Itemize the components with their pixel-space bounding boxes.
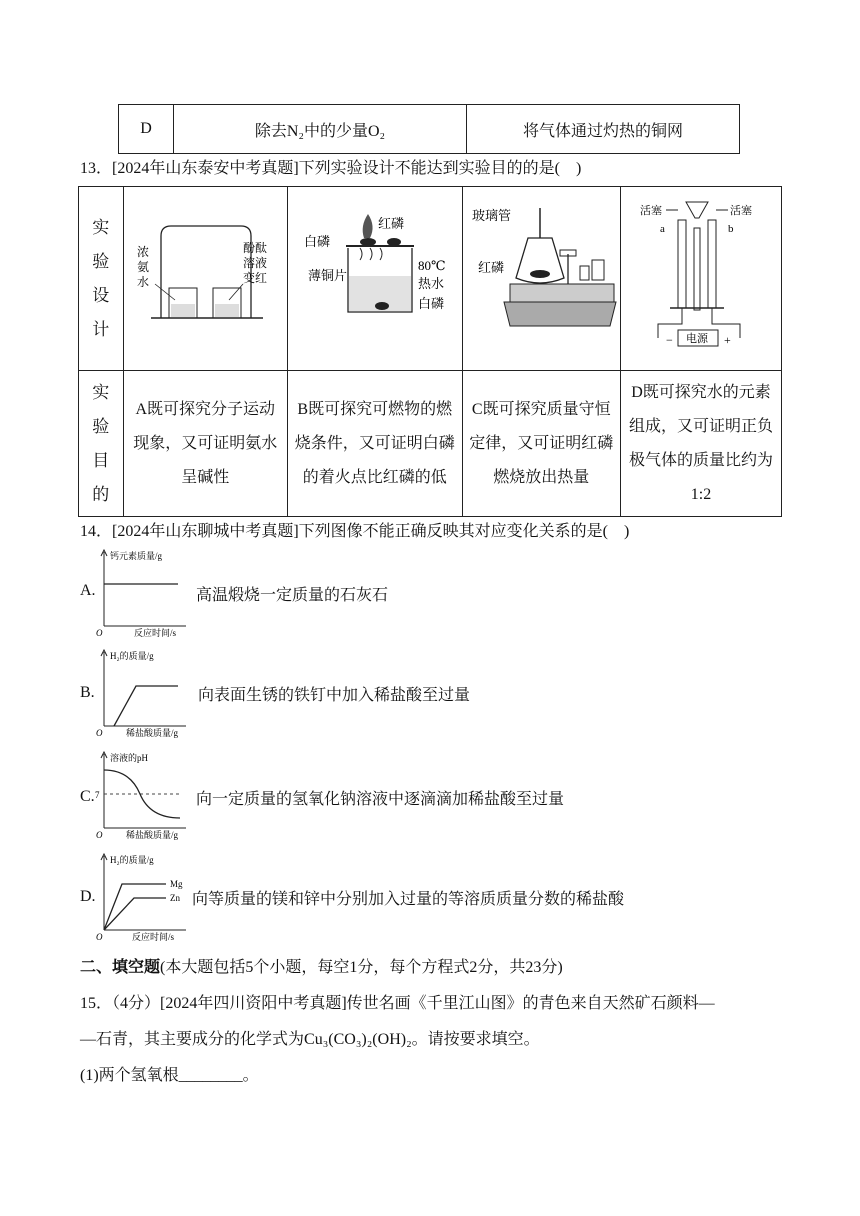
svg-text:+: + [724, 333, 731, 347]
svg-text:红磷: 红磷 [377, 216, 404, 231]
figure-c [462, 187, 621, 371]
svg-text:a: a [660, 223, 665, 235]
graph-a [96, 546, 196, 638]
svg-text:H₂的质量/g: H₂的质量/g [110, 855, 154, 865]
svg-text:水: 水 [137, 275, 150, 289]
section-heading [80, 954, 563, 977]
row-label: D [119, 105, 174, 154]
section-note: (本大题包括5个小题，每空1分，每个方程式2分，共23分) [160, 959, 563, 976]
svg-text:变红: 变红 [243, 271, 268, 285]
svg-text:80℃: 80℃ [417, 258, 446, 273]
svg-text:O: O [96, 728, 103, 738]
svg-text:浓: 浓 [137, 245, 150, 259]
figure-b [288, 187, 462, 371]
option-d-label: D. [80, 888, 96, 905]
svg-text:溶液的pH: 溶液的pH [110, 753, 148, 763]
graph-d [96, 850, 196, 944]
option-a-label: A. [80, 582, 96, 599]
q15-line2: —石青，其主要成分的化学式为Cu₃(CO₃)₂(OH)₂。请按要求填空。 [80, 1031, 540, 1048]
svg-text:稀盐酸质量/g: 稀盐酸质量/g [126, 830, 179, 840]
option-b-text: 向表面生锈的铁钉中加入稀盐酸至过量 [198, 687, 471, 704]
balance-apparatus-figure [464, 188, 618, 364]
electrolysis-apparatus-figure [622, 188, 780, 364]
option-c-label: C. [80, 788, 95, 805]
svg-text:Zn: Zn [170, 893, 180, 903]
svg-text:氨: 氨 [137, 260, 150, 274]
svg-text:稀盐酸质量/g: 稀盐酸质量/g [126, 728, 179, 738]
row-method: 将气体通过灼热的铜网 [467, 105, 740, 154]
svg-text:反应时间/s: 反应时间/s [134, 628, 177, 638]
svg-text:活塞: 活塞 [730, 205, 752, 217]
svg-text:薄铜片: 薄铜片 [307, 268, 347, 283]
table-row [79, 187, 782, 371]
purpose-c: C既可探究质量守恒定律，又可证明红磷燃烧放出热量 [462, 371, 621, 517]
option-c-text: 向一定质量的氢氧化钠溶液中逐滴滴加稀盐酸至过量 [196, 791, 565, 808]
q13-stem: 13．[2024年山东泰安中考真题]下列实验设计不能达到实验目的的是( ) [80, 160, 582, 177]
svg-text:热水: 热水 [417, 276, 444, 291]
table-row [79, 371, 782, 517]
q15-sub1: (1)两个氢氧根________。 [80, 1067, 259, 1084]
svg-text:H₂的质量/g: H₂的质量/g [110, 651, 154, 661]
svg-text:电源: 电源 [686, 333, 708, 345]
svg-text:−: − [666, 333, 673, 347]
graph-c [96, 748, 196, 842]
combustion-apparatus-figure [290, 188, 460, 364]
purpose-d: D既可探究水的元素组成，又可证明正负极气体的质量比约为1:2 [621, 371, 782, 517]
purpose-a: A既可探究分子运动现象，又可证明氨水呈碱性 [123, 371, 287, 517]
svg-text:酚酞: 酚酞 [243, 241, 268, 255]
svg-text:b: b [728, 223, 734, 235]
svg-text:活塞: 活塞 [640, 205, 662, 217]
svg-text:玻璃管: 玻璃管 [472, 208, 512, 223]
row-purpose: 除去N₂中的少量O₂ [174, 105, 467, 154]
q15-line1: 15．（4分）[2024年四川资阳中考真题]传世名画《千里江山图》的青色来自天然矿石颜料— [80, 995, 715, 1012]
option-b-label: B. [80, 684, 95, 701]
svg-text:O: O [96, 932, 103, 942]
option-d-text: 向等质量的镁和锌中分别加入过量的等溶质质量分数的稀盐酸 [192, 891, 625, 908]
svg-text:红磷: 红磷 [478, 260, 505, 275]
svg-text:Mg: Mg [170, 879, 183, 889]
figure-a [123, 187, 287, 371]
svg-text:O: O [96, 830, 103, 840]
svg-text:白磷: 白磷 [303, 234, 330, 249]
svg-text:白磷: 白磷 [417, 296, 444, 311]
section-title: 二、填空题 [80, 959, 161, 976]
q14-stem: 14．[2024年山东聊城中考真题]下列图像不能正确反映其对应变化关系的是( ) [80, 523, 630, 540]
formula: Cu₃(CO₃)₂(OH)₂ [304, 1031, 412, 1048]
q13-table [78, 186, 782, 517]
option-a-text: 高温煅烧一定质量的石灰石 [196, 587, 389, 604]
table-row [119, 105, 740, 154]
svg-text:反应时间/s: 反应时间/s [132, 932, 175, 942]
diffusion-apparatus-figure [125, 188, 285, 364]
figure-d [621, 187, 782, 371]
row-header-purpose: 实 验 目 的 [79, 371, 124, 517]
svg-text:溶液: 溶液 [243, 256, 268, 270]
svg-text:7: 7 [95, 790, 100, 800]
purpose-b: B既可探究可燃物的燃烧条件，又可证明白磷的着火点比红磷的低 [288, 371, 462, 517]
row-header-design: 实 验 设 计 [79, 187, 124, 371]
graph-b [96, 646, 196, 740]
svg-text:钙元素质量/g: 钙元素质量/g [110, 551, 163, 561]
svg-text:O: O [96, 628, 103, 638]
prev-table [118, 104, 740, 154]
